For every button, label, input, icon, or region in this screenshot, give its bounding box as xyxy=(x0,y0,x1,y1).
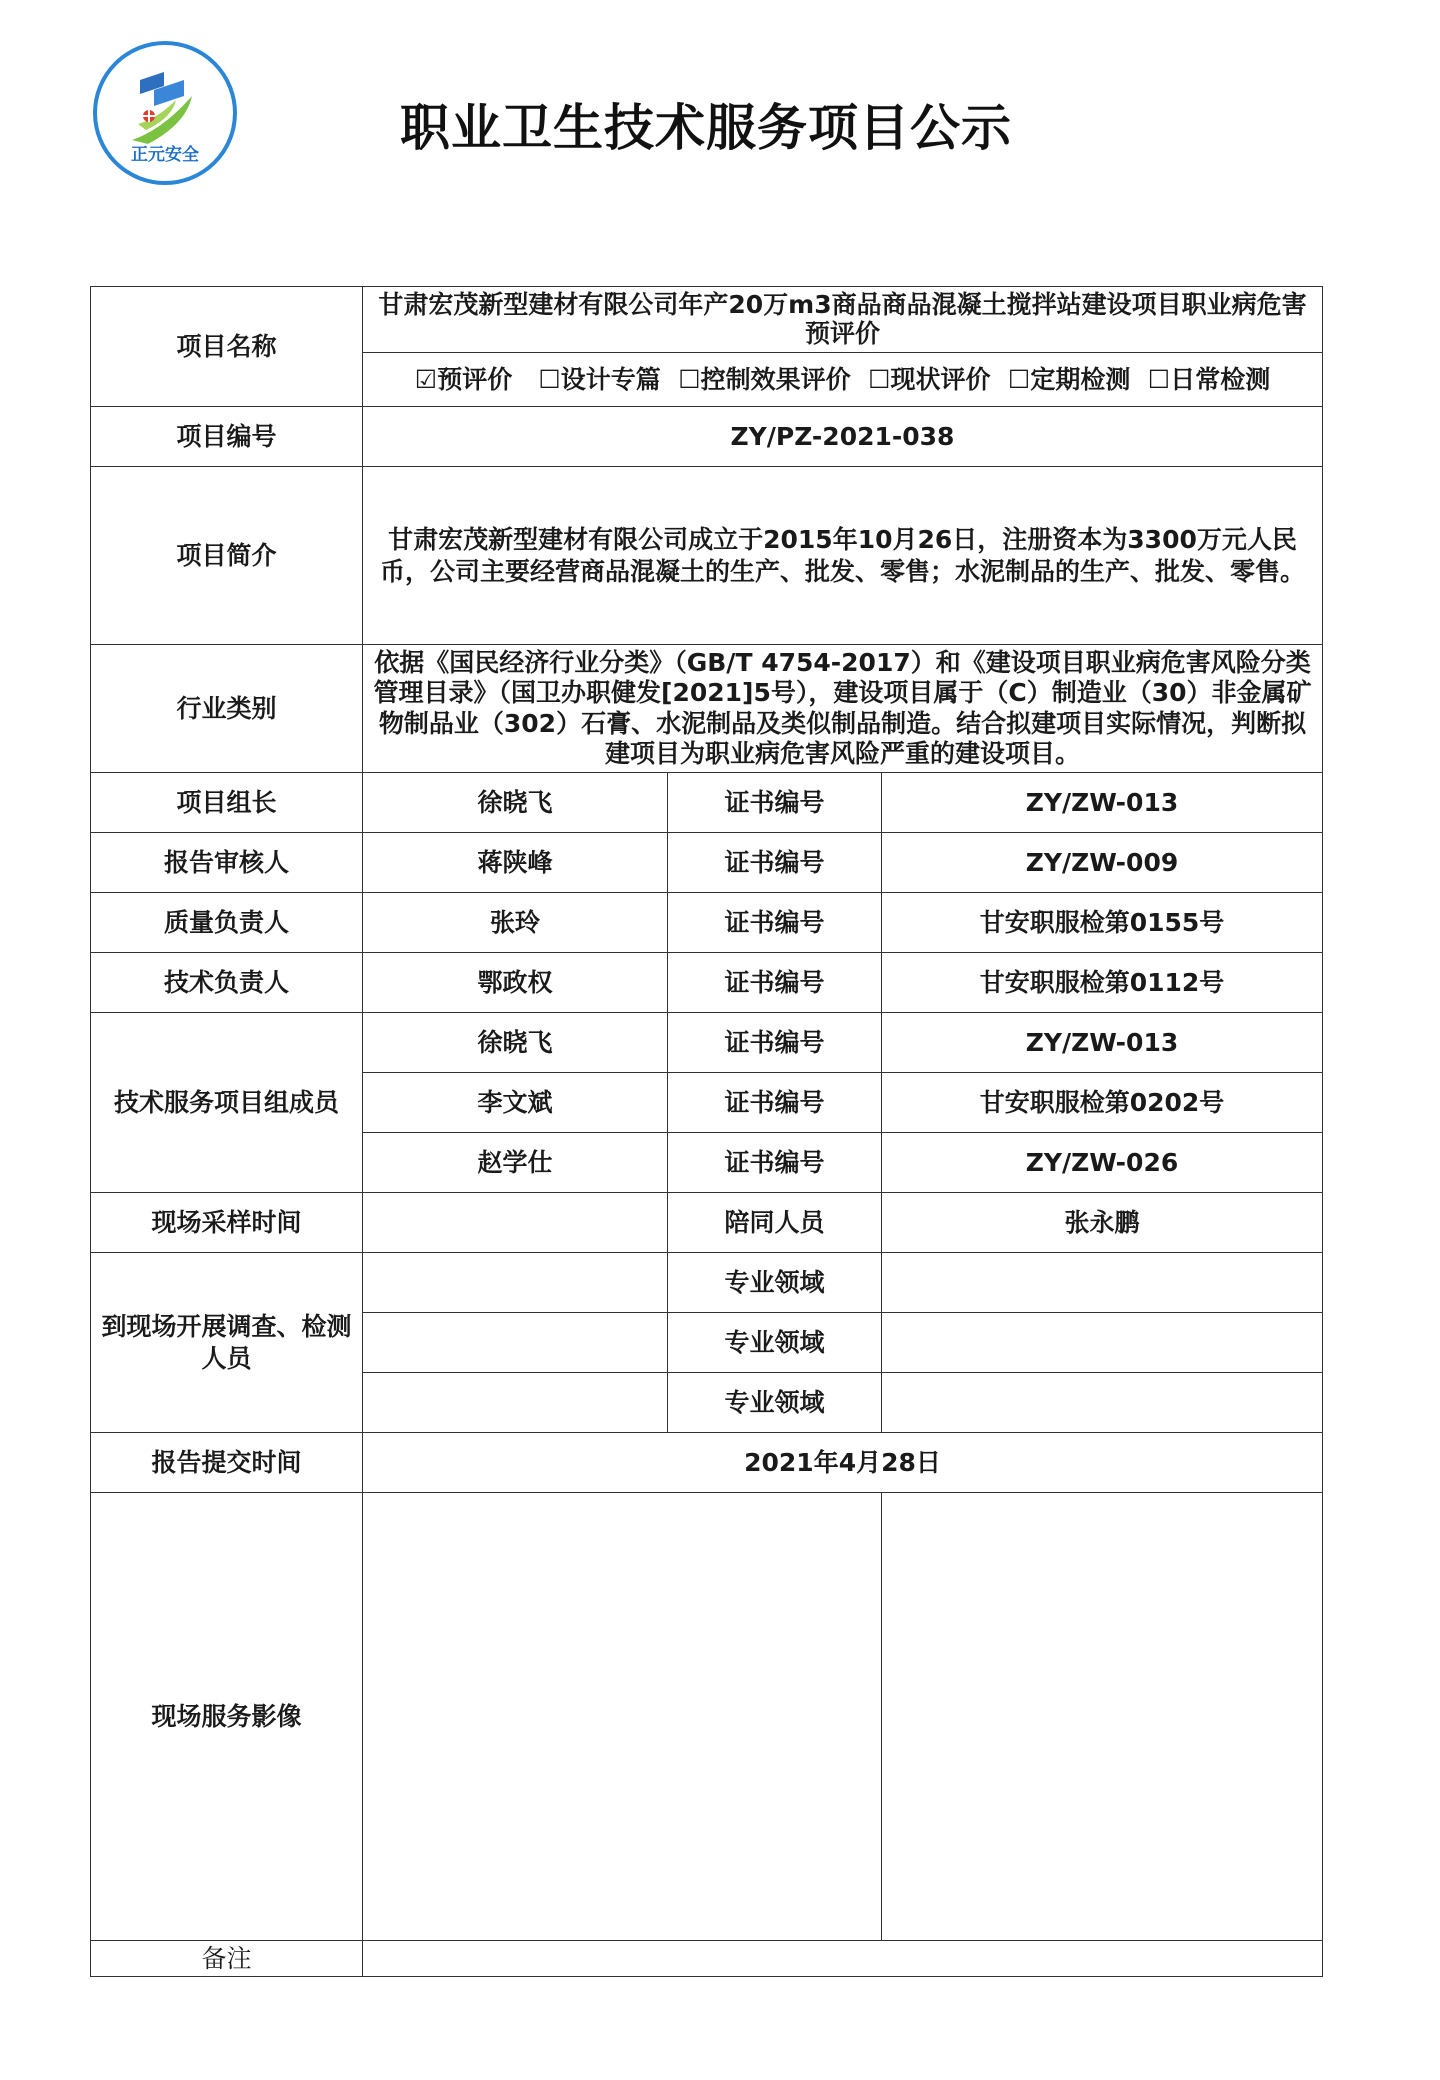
staff-cert: ZY/ZW-009 xyxy=(882,833,1323,893)
companion-label: 陪同人员 xyxy=(668,1193,882,1253)
project-intro-value: 甘肃宏茂新型建材有限公司成立于2015年10月26日，注册资本为3300万元人民币，公司主要经营商品混凝土的生产、批发、零售；水泥制品的生产、批发、零售。 xyxy=(363,467,1323,645)
field-value xyxy=(882,1253,1323,1313)
field-label: 专业领域 xyxy=(668,1253,882,1313)
industry-label: 行业类别 xyxy=(91,645,363,773)
survey-staff-name xyxy=(363,1373,668,1433)
survey-staff-name xyxy=(363,1253,668,1313)
project-name-value: 甘肃宏茂新型建材有限公司年产20万m3商品商品混凝土搅拌站建设项目职业病危害预评价 xyxy=(363,287,1323,353)
site-images-label: 现场服务影像 xyxy=(91,1493,363,1941)
checkbox-status-evaluation[interactable]: ☐现状评价 xyxy=(868,364,991,394)
field-value xyxy=(882,1313,1323,1373)
industry-value: 依据《国民经济行业分类》（GB/T 4754-2017）和《建设项目职业病危害风险分类管理目录》（国卫办职健发[2021]5号），建设项目属于（C）制造业（30）非金属矿物制品业（302）石膏、水泥制品及类似制品制造。结合拟建项目实际情况，判断拟建项目为职业病危害风险严重的建设项目。 xyxy=(363,645,1323,773)
sampling-time-label: 现场采样时间 xyxy=(91,1193,363,1253)
staff-role: 报告审核人 xyxy=(91,833,363,893)
checkbox-periodic-testing[interactable]: ☐定期检测 xyxy=(1007,364,1131,394)
submit-time-label: 报告提交时间 xyxy=(91,1433,363,1493)
cert-label: 证书编号 xyxy=(668,953,882,1013)
project-intro-label: 项目简介 xyxy=(91,467,363,645)
staff-cert: ZY/ZW-013 xyxy=(882,773,1323,833)
cert-label: 证书编号 xyxy=(668,833,882,893)
staff-role: 质量负责人 xyxy=(91,893,363,953)
site-image-slot-right xyxy=(882,1493,1323,1941)
field-value xyxy=(882,1373,1323,1433)
submit-time-value: 2021年4月28日 xyxy=(363,1433,1323,1493)
team-member-cert: ZY/ZW-026 xyxy=(882,1133,1323,1193)
team-member-cert: ZY/ZW-013 xyxy=(882,1013,1323,1073)
team-member-cert: 甘安职服检第0202号 xyxy=(882,1073,1323,1133)
page-title: 职业卫生技术服务项目公示 xyxy=(400,99,1012,157)
staff-name: 鄂政权 xyxy=(363,953,668,1013)
project-number-label: 项目编号 xyxy=(91,407,363,467)
team-member-name: 徐晓飞 xyxy=(363,1013,668,1073)
field-label: 专业领域 xyxy=(668,1373,882,1433)
cert-label: 证书编号 xyxy=(668,893,882,953)
cert-label: 证书编号 xyxy=(668,1073,882,1133)
company-logo xyxy=(92,40,238,186)
staff-cert: 甘安职服检第0112号 xyxy=(882,953,1323,1013)
evaluation-type-row xyxy=(363,353,1323,407)
staff-name: 徐晓飞 xyxy=(363,773,668,833)
staff-name: 蒋陕峰 xyxy=(363,833,668,893)
staff-cert: 甘安职服检第0155号 xyxy=(882,893,1323,953)
survey-staff-label: 到现场开展调查、检测人员 xyxy=(91,1253,363,1433)
site-image-slot-left xyxy=(363,1493,882,1941)
checkbox-design-chapter[interactable]: ☐设计专篇 xyxy=(538,364,661,394)
logo-emblem-icon xyxy=(92,40,238,186)
survey-staff-name xyxy=(363,1313,668,1373)
project-name-label: 项目名称 xyxy=(91,287,363,407)
cert-label: 证书编号 xyxy=(668,1133,882,1193)
staff-name: 张玲 xyxy=(363,893,668,953)
svg-text:正元安全: 正元安全 xyxy=(131,145,199,165)
sampling-time-value xyxy=(363,1193,668,1253)
cert-label: 证书编号 xyxy=(668,773,882,833)
team-label: 技术服务项目组成员 xyxy=(91,1013,363,1193)
remarks-value xyxy=(363,1941,1323,1977)
staff-role: 项目组长 xyxy=(91,773,363,833)
project-number-value: ZY/PZ-2021-038 xyxy=(363,407,1323,467)
team-member-name: 赵学仕 xyxy=(363,1133,668,1193)
remarks-label: 备注 xyxy=(91,1941,363,1977)
checkbox-daily-testing[interactable]: ☐日常检测 xyxy=(1147,364,1271,394)
checkbox-pre-evaluation[interactable]: ☑预评价 xyxy=(414,364,513,394)
staff-role: 技术负责人 xyxy=(91,953,363,1013)
checkbox-control-effect[interactable]: ☐控制效果评价 xyxy=(678,364,851,394)
project-table xyxy=(90,286,1323,1977)
companion-value: 张永鹏 xyxy=(882,1193,1323,1253)
cert-label: 证书编号 xyxy=(668,1013,882,1073)
team-member-name: 李文斌 xyxy=(363,1073,668,1133)
field-label: 专业领域 xyxy=(668,1313,882,1373)
